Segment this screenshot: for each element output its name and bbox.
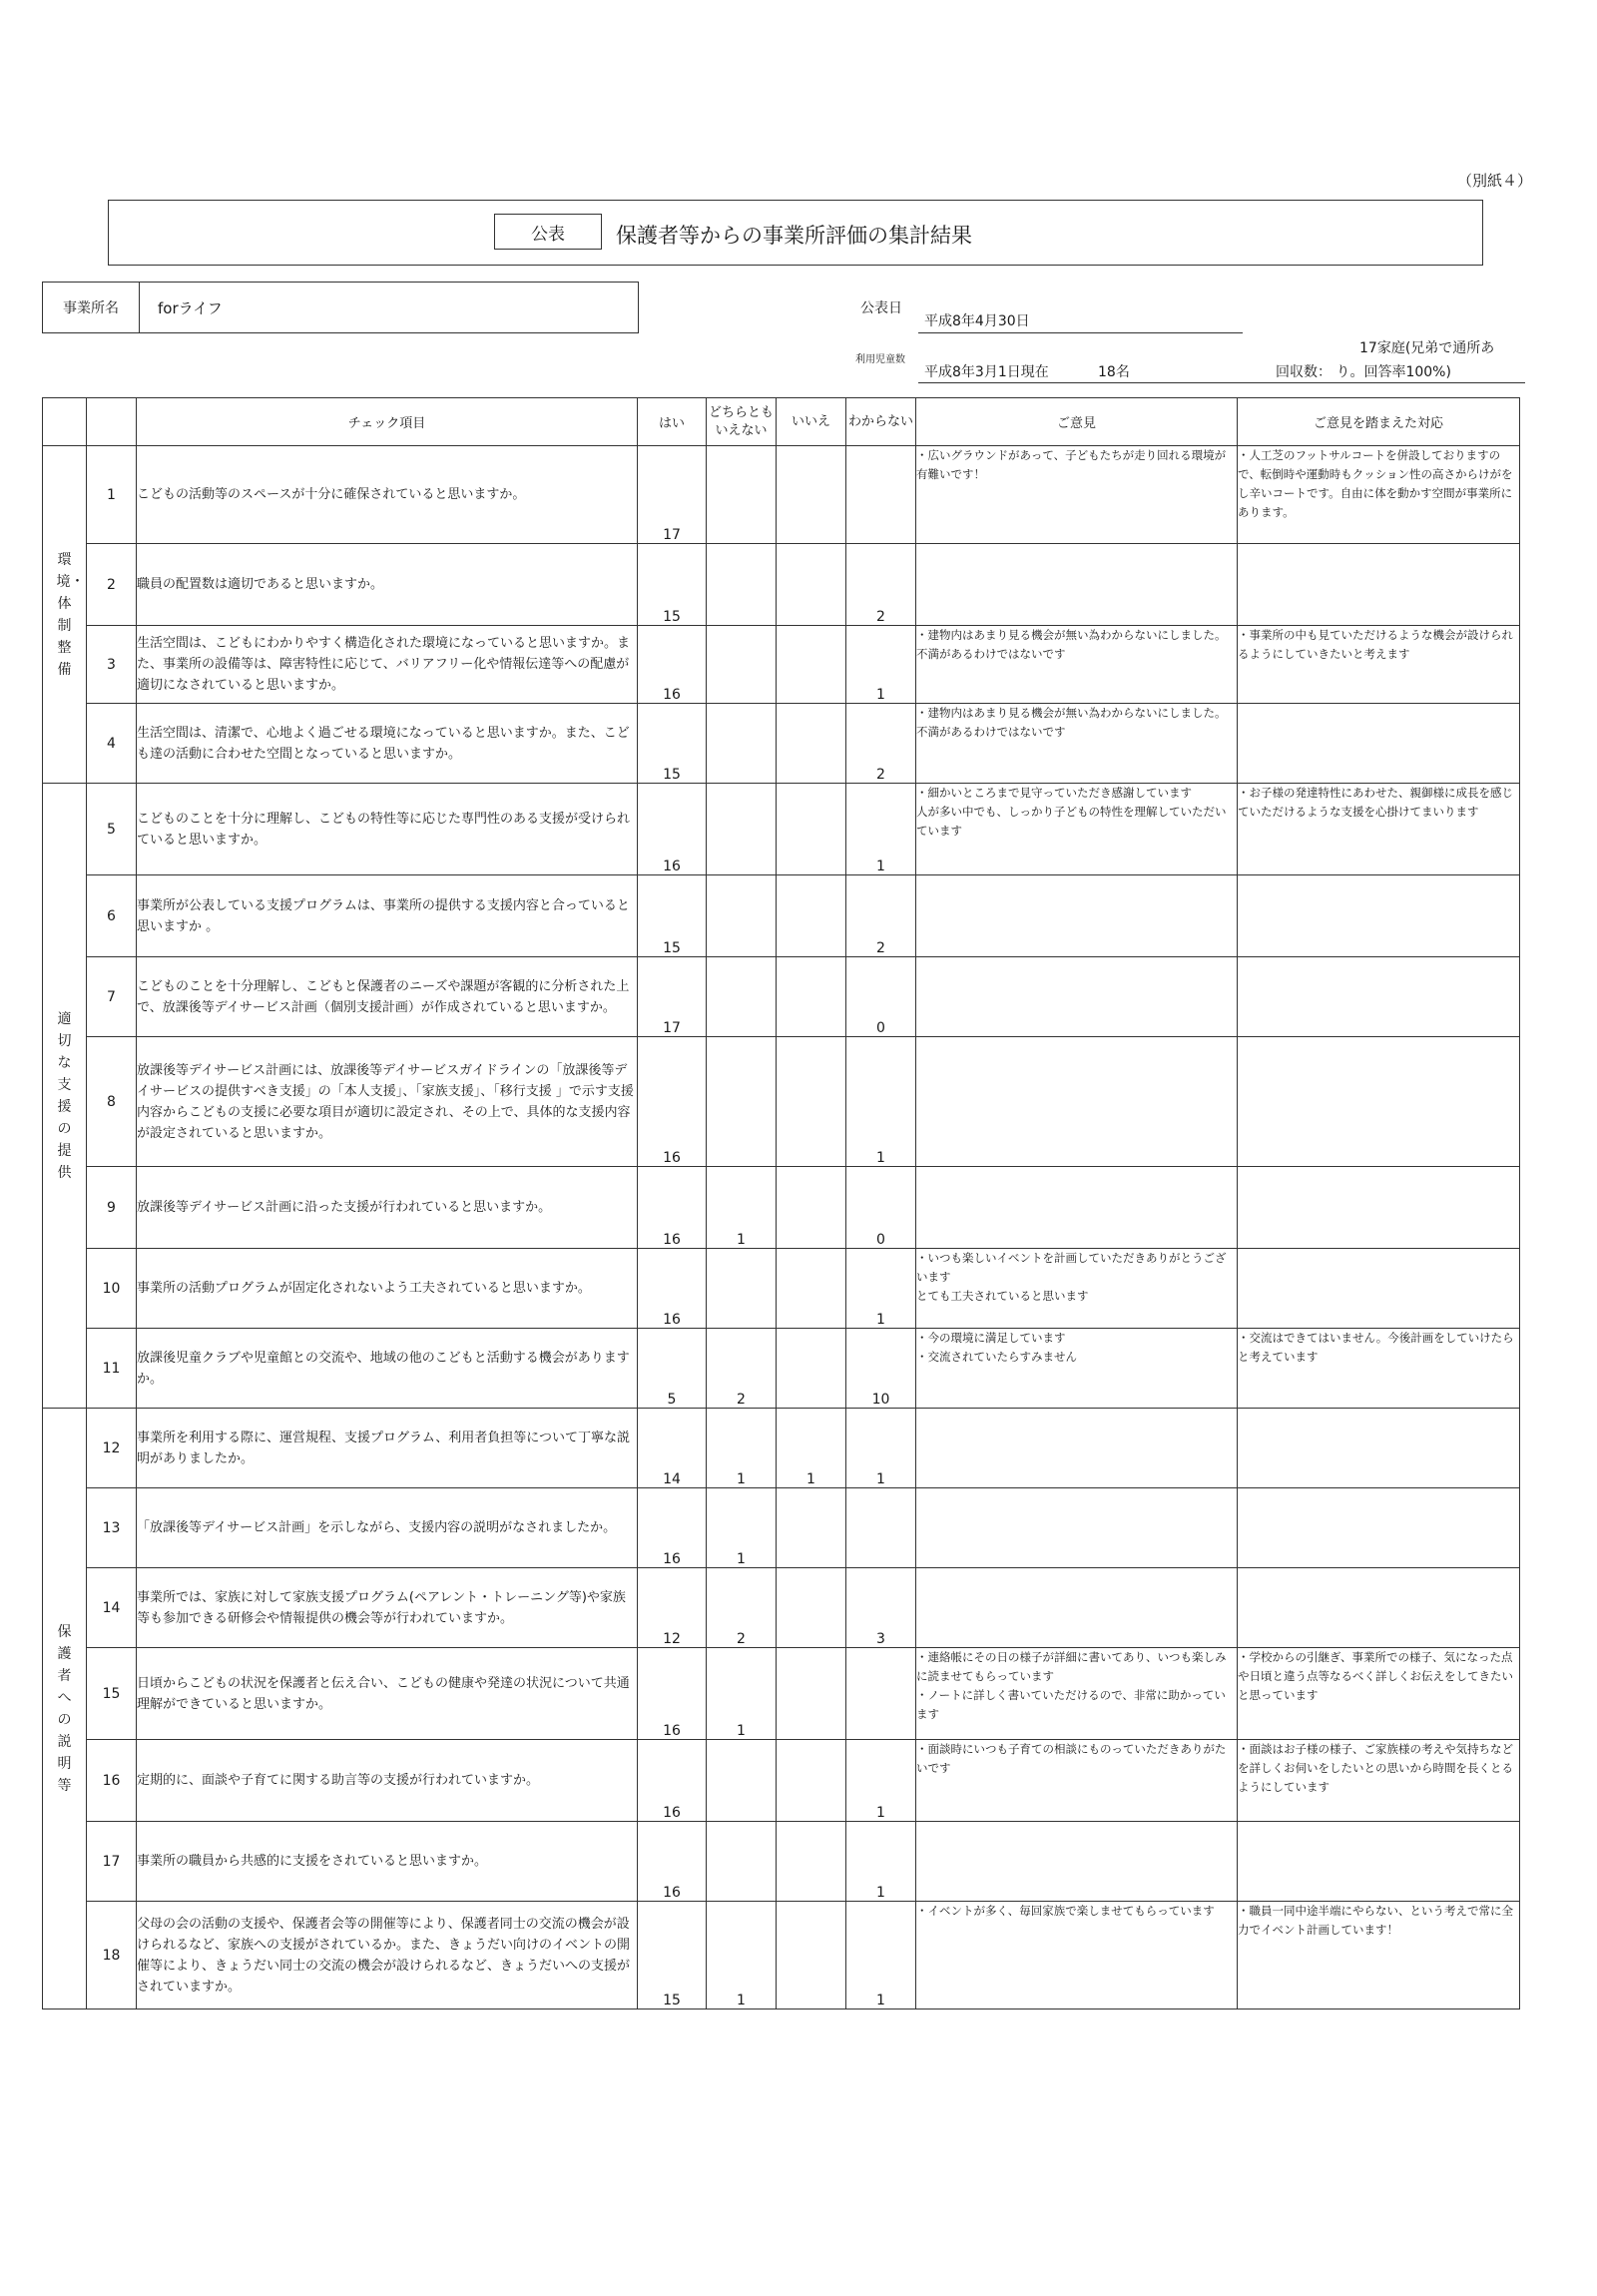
answer-unknown: 1: [846, 1740, 916, 1822]
response-cell: [1238, 446, 1520, 544]
answer-no: [777, 875, 846, 957]
opinion-cell: [916, 704, 1238, 784]
answer-no: [777, 1648, 846, 1740]
office-name-value: forライフ: [158, 298, 223, 317]
answer-no: [777, 1902, 846, 2009]
answer-neither: [707, 957, 777, 1037]
answer-no: [777, 1167, 846, 1249]
response-cell: [1238, 1648, 1520, 1740]
table-row: [43, 1740, 1520, 1822]
category-label: 適切な支援の提供: [57, 1010, 72, 1181]
answer-no: [777, 1249, 846, 1329]
table-row: [43, 1648, 1520, 1740]
answer-neither: [707, 1740, 777, 1822]
response-cell: [1238, 704, 1520, 784]
answer-yes: 16: [638, 1037, 707, 1167]
header-check-item: チェック項目: [137, 398, 638, 446]
opinion-text: ・今の環境に満足しています: [916, 1331, 1066, 1345]
response-cell: [1238, 1568, 1520, 1648]
answer-yes: 15: [638, 544, 707, 626]
row-number: 15: [87, 1648, 137, 1740]
table-row: [43, 1488, 1520, 1568]
answer-no: [777, 784, 846, 875]
office-name-box: [42, 282, 639, 333]
answer-unknown: 10: [846, 1329, 916, 1409]
answer-no: [777, 446, 846, 544]
answer-unknown: 3: [846, 1568, 916, 1648]
page-title: 保護者等からの事業所評価の集計結果: [616, 224, 972, 248]
row-number: 12: [87, 1409, 137, 1488]
category-label: 環境・体制整備: [56, 551, 85, 678]
publish-date-label: 公表日: [860, 300, 902, 316]
appendix-label: （別紙４）: [1457, 172, 1533, 190]
table-row: [43, 704, 1520, 784]
check-item-text: 生活空間は、こどもにわかりやすく構造化された環境になっていると思いますか。また、事業所の設備等は、障害特性に応じて、バリアフリー化や情報伝達等への配慮が適切になされていると思いますか。: [137, 626, 638, 704]
answer-neither: [707, 704, 777, 784]
answer-yes: 5: [638, 1329, 707, 1409]
answer-neither: 2: [707, 1568, 777, 1648]
answer-no: [777, 1329, 846, 1409]
header-response: ご意見を踏まえた対応: [1238, 398, 1520, 446]
table-row: [43, 1249, 1520, 1329]
answer-yes: 16: [638, 1488, 707, 1568]
title-box: [108, 200, 1483, 266]
answer-yes: 16: [638, 1249, 707, 1329]
check-item-text: 事業所では、家族に対して家族支援プログラム(ペアレント・トレーニング等)や家族等も参加できる研修会や情報提供の機会等が行われていますか。: [137, 1568, 638, 1648]
opinion-cell: [916, 1902, 1238, 2009]
answer-yes: 17: [638, 446, 707, 544]
opinion-cell: [916, 1740, 1238, 1822]
answer-yes: 15: [638, 1902, 707, 2009]
check-item-text: 父母の会の活動の支援や、保護者会等の開催等により、保護者同士の交流の機会が設けられるなど、家族への支援がされているか。また、きょうだい向けのイベントの開催等により、きょうだい同士の交流の機会が設けられるなど、きょうだいへの支援がされていますか。: [137, 1902, 638, 2009]
publish-date-value: 平成8年4月30日: [924, 313, 1030, 329]
response-cell: [1238, 1167, 1520, 1249]
response-text: ・職員一同中途半端にやらない、という考えで常に全力でイベント計画しています！: [1238, 1904, 1513, 1937]
answer-no: [777, 957, 846, 1037]
answer-neither: 1: [707, 1167, 777, 1249]
opinion-text: ・イベントが多く、毎回家族で楽しませてもらっています: [916, 1904, 1215, 1918]
table-row: [43, 544, 1520, 626]
opinion-text: ・ノートに詳しく書いていただけるので、非常に助かっています: [916, 1688, 1226, 1721]
answer-no: [777, 1037, 846, 1167]
answer-unknown: 1: [846, 1409, 916, 1488]
check-item-text: 事業所が公表している支援プログラムは、事業所の提供する支援内容と合っていると思いますか 。: [137, 875, 638, 957]
response-text: ・交流はできてはいません。今後計画をしていけたらと考えています: [1238, 1331, 1514, 1364]
answer-unknown: [846, 446, 916, 544]
table-row: [43, 1822, 1520, 1902]
answer-neither: [707, 446, 777, 544]
category-cell: [43, 1409, 87, 2009]
answer-neither: [707, 875, 777, 957]
row-number: 5: [87, 784, 137, 875]
answer-yes: 14: [638, 1409, 707, 1488]
answer-no: 1: [777, 1409, 846, 1488]
opinion-text: 人が多い中でも、しっかり子どもの特性を理解していただいています: [916, 805, 1227, 838]
table-row: [43, 1568, 1520, 1648]
answer-neither: 1: [707, 1409, 777, 1488]
response-cell: [1238, 626, 1520, 704]
row-number: 9: [87, 1167, 137, 1249]
category-cell: [43, 784, 87, 1409]
check-item-text: 「放課後等デイサービス計画」を示しながら、支援内容の説明がなされましたか。: [137, 1488, 638, 1568]
answer-neither: 1: [707, 1488, 777, 1568]
answer-neither: [707, 626, 777, 704]
table-row: [43, 626, 1520, 704]
table-row: [43, 1409, 1520, 1488]
answer-neither: [707, 544, 777, 626]
answer-yes: 16: [638, 626, 707, 704]
answer-yes: 15: [638, 704, 707, 784]
check-item-text: 事業所の職員から共感的に支援をされていると思いますか。: [137, 1822, 638, 1902]
answer-yes: 15: [638, 875, 707, 957]
row-number: 6: [87, 875, 137, 957]
check-item-text: 事業所を利用する際に、運営規程、支援プログラム、利用者負担等について丁寧な説明がありましたか。: [137, 1409, 638, 1488]
answer-no: [777, 626, 846, 704]
opinion-text: ・細かいところまで見守っていただき感謝しています: [916, 786, 1192, 800]
public-badge: 公表: [494, 214, 602, 250]
check-item-text: こどものことを十分理解し、こどもと保護者のニーズや課題が客観的に分析された上で、放課後等デイサービス計画（個別支援計画）が作成されていると思いますか。: [137, 957, 638, 1037]
users-count-value: 18名: [1098, 364, 1130, 380]
opinion-cell: [916, 1409, 1238, 1488]
answer-unknown: 2: [846, 704, 916, 784]
opinion-cell: [916, 1329, 1238, 1409]
opinion-cell: [916, 544, 1238, 626]
check-item-text: 放課後等デイサービス計画には、放課後等デイサービスガイドラインの「放課後等デイサービスの提供すべき支援」の「本人支援」、「家族支援」、「移行支援 」で示す支援内容からこどもの支援に必要な項目が適切に設定され、その上で、具体的な支援内容が設定されていると思いますか。: [137, 1037, 638, 1167]
answer-yes: 16: [638, 1822, 707, 1902]
opinion-cell: [916, 1822, 1238, 1902]
response-cell: [1238, 957, 1520, 1037]
users-count-date: 平成8年3月1日現在: [924, 364, 1049, 380]
row-number: 11: [87, 1329, 137, 1409]
response-cell: [1238, 1409, 1520, 1488]
answer-neither: [707, 1037, 777, 1167]
opinion-text: ・連絡帳にその日の様子が詳細に書いてあり、いつも楽しみに読ませてもらっています: [916, 1650, 1227, 1683]
header-yes: はい: [638, 398, 707, 446]
opinion-text: ・広いグラウンドがあって、子どもたちが走り回れる環境が有難いです！: [916, 448, 1227, 481]
answer-neither: 2: [707, 1329, 777, 1409]
answer-unknown: 1: [846, 784, 916, 875]
category-cell: [43, 446, 87, 784]
response-text: ・人工芝のフットサルコートを併設しておりますので、転倒時や運動時もクッション性の高さからけがをし辛いコートです。自由に体を動かす空間が事業所にあります。: [1238, 448, 1513, 519]
header-unknown: わからない: [846, 398, 916, 446]
row-number: 4: [87, 704, 137, 784]
table-header-row: [43, 398, 1520, 446]
table-row: [43, 875, 1520, 957]
answer-neither: [707, 1249, 777, 1329]
check-item-text: こどもの活動等のスペースが十分に確保されていると思いますか。: [137, 446, 638, 544]
response-cell: [1238, 544, 1520, 626]
check-item-text: 事業所の活動プログラムが固定化されないよう工夫されていると思いますか。: [137, 1249, 638, 1329]
opinion-cell: [916, 1249, 1238, 1329]
response-cell: [1238, 784, 1520, 875]
answer-yes: 12: [638, 1568, 707, 1648]
answer-no: [777, 1568, 846, 1648]
response-cell: [1238, 875, 1520, 957]
check-item-text: 放課後等デイサービス計画に沿った支援が行われていると思いますか。: [137, 1167, 638, 1249]
opinion-text: とても工夫されていると思います: [916, 1289, 1089, 1303]
table-row: [43, 1167, 1520, 1249]
row-number: 17: [87, 1822, 137, 1902]
response-cell: [1238, 1740, 1520, 1822]
response-rate: 回収数： り。回答率100%): [1276, 364, 1451, 380]
row-number: 1: [87, 446, 137, 544]
answer-no: [777, 1488, 846, 1568]
header-no: いいえ: [777, 398, 846, 446]
check-item-text: こどものことを十分に理解し、こどもの特性等に応じた専門性のある支援が受けられていると思いますか。: [137, 784, 638, 875]
publish-date-underline: [918, 332, 1243, 333]
row-number: 7: [87, 957, 137, 1037]
office-name-label: 事業所名: [43, 283, 140, 332]
row-number: 2: [87, 544, 137, 626]
answer-unknown: 2: [846, 544, 916, 626]
answer-yes: 16: [638, 1740, 707, 1822]
row-number: 18: [87, 1902, 137, 2009]
answer-no: [777, 1822, 846, 1902]
response-cell: [1238, 1488, 1520, 1568]
answer-unknown: 1: [846, 1249, 916, 1329]
answer-unknown: 0: [846, 957, 916, 1037]
users-count-label: 利用児童数: [855, 354, 905, 365]
table-row: [43, 446, 1520, 544]
answer-unknown: 1: [846, 626, 916, 704]
opinion-text: ・建物内はあまり見る機会が無い為わからないにしました。不満があるわけではないです: [916, 628, 1227, 661]
row-number: 16: [87, 1740, 137, 1822]
response-text: ・お子様の発達特性にあわせた、親御様に成長を感じていただけるような支援を心掛けてまいります: [1238, 786, 1513, 819]
opinion-cell: [916, 1568, 1238, 1648]
opinion-cell: [916, 1488, 1238, 1568]
survey-results-table: [42, 397, 1520, 2009]
header-category: [43, 398, 87, 446]
users-count-underline: [918, 382, 1525, 383]
opinion-text: ・面談時にいつも子育ての相談にものっていただきありがたいです: [916, 1742, 1227, 1775]
answer-neither: 1: [707, 1902, 777, 2009]
response-cell: [1238, 1037, 1520, 1167]
check-item-text: 生活空間は、清潔で、心地よく過ごせる環境になっていると思いますか。また、こども達の活動に合わせた空間となっていると思いますか。: [137, 704, 638, 784]
answer-no: [777, 1740, 846, 1822]
row-number: 14: [87, 1568, 137, 1648]
opinion-cell: [916, 446, 1238, 544]
answer-unknown: [846, 1648, 916, 1740]
table-row: [43, 1037, 1520, 1167]
row-number: 13: [87, 1488, 137, 1568]
answer-no: [777, 544, 846, 626]
answer-unknown: 2: [846, 875, 916, 957]
response-cell: [1238, 1902, 1520, 2009]
opinion-cell: [916, 784, 1238, 875]
answer-unknown: 1: [846, 1902, 916, 2009]
answer-neither: [707, 1822, 777, 1902]
answer-unknown: 0: [846, 1167, 916, 1249]
header-opinion: ご意見: [916, 398, 1238, 446]
table-row: [43, 1902, 1520, 2009]
category-label: 保護者への説明等: [57, 1623, 72, 1794]
row-number: 8: [87, 1037, 137, 1167]
check-item-text: 職員の配置数は適切であると思いますか。: [137, 544, 638, 626]
header-neither: どちらとも いえない: [707, 398, 777, 446]
answer-unknown: [846, 1488, 916, 1568]
opinion-cell: [916, 1167, 1238, 1249]
response-cell: [1238, 1249, 1520, 1329]
response-text: ・学校からの引継ぎ、事業所での様子、気になった点や日頃と違う点等なるべく詳しくお伝えをしてきたいと思っています: [1238, 1650, 1513, 1702]
row-number: 10: [87, 1249, 137, 1329]
answer-yes: 16: [638, 784, 707, 875]
response-text: ・事業所の中も見ていただけるような機会が設けられるようにしていきたいと考えます: [1238, 628, 1513, 661]
response-text: ・面談はお子様の様子、ご家族様の考えや気持ちなどを詳しくお伺いをしたいとの思いから時間を長くとるようにしています: [1238, 1742, 1513, 1794]
opinion-cell: [916, 626, 1238, 704]
response-families: 17家庭(兄弟で通所あ: [1359, 340, 1495, 356]
table-row: [43, 957, 1520, 1037]
answer-yes: 16: [638, 1167, 707, 1249]
check-item-text: 定期的に、面談や子育てに関する助言等の支援が行われていますか。: [137, 1740, 638, 1822]
table-row: [43, 1329, 1520, 1409]
table-row: [43, 784, 1520, 875]
answer-unknown: 1: [846, 1822, 916, 1902]
answer-neither: [707, 784, 777, 875]
opinion-cell: [916, 1037, 1238, 1167]
answer-yes: 16: [638, 1648, 707, 1740]
answer-neither: 1: [707, 1648, 777, 1740]
check-item-text: 放課後児童クラブや児童館との交流や、地域の他のこどもと活動する機会がありますか。: [137, 1329, 638, 1409]
opinion-text: ・建物内はあまり見る機会が無い為わからないにしました。不満があるわけではないです: [916, 706, 1227, 739]
answer-unknown: 1: [846, 1037, 916, 1167]
opinion-cell: [916, 875, 1238, 957]
response-cell: [1238, 1329, 1520, 1409]
row-number: 3: [87, 626, 137, 704]
answer-no: [777, 704, 846, 784]
opinion-text: ・交流されていたらすみません: [916, 1350, 1077, 1364]
answer-yes: 17: [638, 957, 707, 1037]
opinion-cell: [916, 957, 1238, 1037]
header-number: [87, 398, 137, 446]
response-cell: [1238, 1822, 1520, 1902]
opinion-text: ・いつも楽しいイベントを計画していただきありがとうございます: [916, 1251, 1227, 1284]
check-item-text: 日頃からこどもの状況を保護者と伝え合い、こどもの健康や発達の状況について共通理解ができていると思いますか。: [137, 1648, 638, 1740]
opinion-cell: [916, 1648, 1238, 1740]
